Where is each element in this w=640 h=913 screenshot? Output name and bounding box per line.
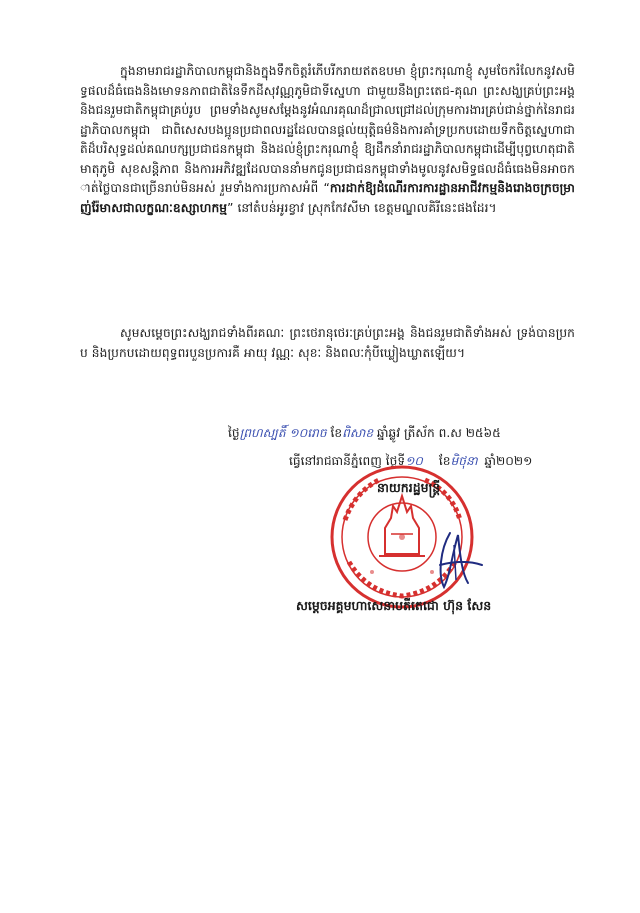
signer-title: នាយករដ្ឋមន្ត្រី <box>377 480 441 495</box>
lunar-date-suffix: ឆ្នាំឆ្លូវ ត្រីស័ក ព.ស ២៥៦៥ <box>373 426 501 440</box>
lunar-date-prefix: ថ្ងៃ <box>228 426 240 440</box>
body-paragraph-2: សូមសម្តេចព្រះសង្ឃរាជទាំងពីរគណៈ ព្រះថេរានុថេរៈគ្រប់ព្រះអង្គ និងជនរួមជាតិទាំងអស់ ទ្រង់បានប្រកប និងប្រកបដោយពុទ្ធពរបួនប្រការគឺ អាយុ វណ្ណៈ សុខៈ និងពលៈកុំបីឃ្លៀងឃ្លាតឡើយ។ <box>80 326 575 360</box>
solar-date-handwritten-month: មិថុនា <box>450 454 478 468</box>
lunar-date-handwritten-day: ព្រហស្បតិ៍ ១០រោច <box>239 426 327 440</box>
handwritten-signature <box>410 525 500 595</box>
paragraph-1-text-end: ” នៅតំបន់អូរខ្វាវ ស្រុកកែវសីមា ខេត្តមណ្ឌលគិរីនេះផងដែរ។ <box>227 200 497 215</box>
solar-date-handwritten-day: ១០ <box>405 454 423 468</box>
paragraph-1-text-start: ក្នុងនាមរាជរដ្ឋាភិបាលកម្ពុជានិងក្នុងទឹកចិត្តរំភើបរីករាយឥតឧបមា ខ្ញុំព្រះករុណាខ្ញុំ សូមចែករំលែកនូវសមិទ្ធផលដ៏ធំធេងនិងមោទនភាពជាតិនៃទឹកដីសុវណ្ណភូមិជាទីស្នេហា ជាមួយនឹងព្រះតេជ-គុណ ព្រះសង្ឃគ្រប់ព្រះអង្គនិងជនរួមជាតិកម្ពុជាគ្រប់រូប ព្រមទាំងសូមសម្តែងនូវអំណរគុណដ៏ជ្រាលជ្រៅដល់ក្រុមការងារគ្រប់ជាន់ថ្នាក់នៃរាជរដ្ឋាភិបាលកម្ពុជា ជាពិសេសបងប្អូនប្រជាពលរដ្ឋដែលបានផ្តល់យុត្តិធម៌និងការគាំទ្រប្រកបដោយទឹកចិត្តស្នេហាជាតិដ៏បរិសុទ្ធដល់គណបក្សប្រជាជនកម្ពុជា និងដល់ខ្ញុំព្រះករុណាខ្ញុំ ឱ្យដឹកនាំរាជរដ្ឋាភិបាលកម្ពុជាដើម្បីបុព្វហេតុជាតិ មាតុភូមិ សុខសន្តិភាព និងការអភិវឌ្ឍដែលបាននាំមកជូនប្រជាជនកម្ពុជាទាំងមូលនូវសមិទ្ធផលដ៏ធំធេងមិនអាចកាត់ថ្លៃបានជាច្រើនរាប់មិនអស់ រួមទាំងការប្រកាសអំពី “ <box>80 64 575 195</box>
body-paragraph-1 <box>80 62 575 314</box>
lunar-date-handwritten-month: ពិសាខ <box>342 426 374 440</box>
signature-icon <box>410 525 500 595</box>
signer-name: សម្តេចអគ្គមហាសេនាបតីតេជោ ហ៊ុន សែន <box>296 598 492 613</box>
lunar-date-line <box>228 424 501 442</box>
solar-date-month-label: ខែ <box>435 454 451 468</box>
lunar-date-month-label: ខែ <box>326 426 343 440</box>
paragraph-1-bold-announcement: ការដាក់ឱ្យដំណើរការការដ្ឋានអាជីវកម្មនិងរោងចក្រចម្រាញ់រ៉ែមាសជាលក្ខណៈឧស្សាហកម្ម <box>80 181 575 215</box>
solar-date-prefix: ធ្វើនៅរាជធានីភ្នំពេញ ថ្ងៃទី <box>289 454 406 468</box>
solar-date-suffix: ឆ្នាំ២០២១ <box>480 454 533 468</box>
